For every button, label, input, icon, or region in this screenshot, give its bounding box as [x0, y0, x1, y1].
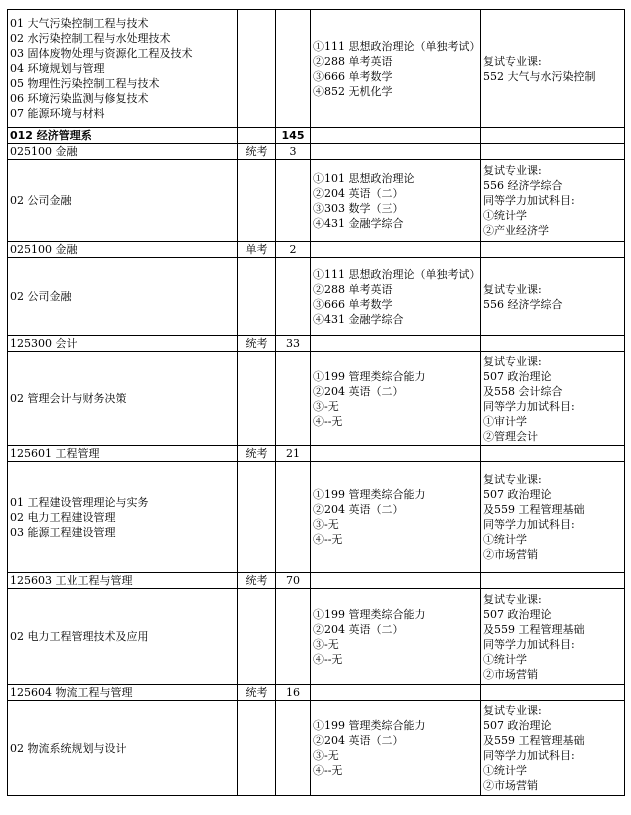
retest-line: ②产业经济学 [483, 224, 549, 237]
major-row [8, 573, 625, 589]
exam-subjects-cell [311, 336, 481, 352]
detail-row [8, 589, 625, 685]
retest-cell [481, 128, 625, 144]
research-directions-cell [8, 462, 238, 573]
retest-line: 507 政治理论 [483, 607, 552, 621]
exam-subject: ①199 管理类综合能力 [313, 719, 426, 732]
detail-row [8, 462, 625, 573]
exam-subjects-cell [311, 462, 481, 573]
major-name: 125603 工业工程与管理 [8, 573, 238, 589]
retest-line: 同等学力加试科目: [483, 749, 575, 762]
quota-cell [276, 701, 311, 796]
exam-subject: ②288 单考英语 [313, 282, 393, 296]
retest-line: 同等学力加试科目: [483, 194, 575, 207]
exam-subjects-cell [311, 160, 481, 242]
retest-line: ②市场营销 [483, 667, 538, 681]
exam-subject: ②288 单考英语 [313, 54, 393, 68]
department-name: 012 经济管理系 [8, 128, 238, 144]
exam-type: 统考 [238, 446, 276, 462]
research-direction: 05 物理性污染控制工程与技术 [10, 77, 160, 90]
research-directions-cell [8, 160, 238, 242]
department-row [8, 128, 625, 144]
exam-subjects-cell [311, 258, 481, 336]
retest-cell [481, 258, 625, 336]
retest-cell [481, 144, 625, 160]
major-name: 125601 工程管理 [8, 446, 238, 462]
retest-line: 同等学力加试科目: [483, 637, 575, 651]
research-direction: 02 电力工程建设管理 [10, 510, 116, 524]
major-quota: 3 [276, 144, 311, 160]
quota-cell [276, 160, 311, 242]
retest-line: 复试专业课: [483, 354, 542, 368]
exam-subject: ④431 金融学综合 [313, 312, 404, 326]
research-direction: 02 电力工程管理技术及应用 [10, 630, 149, 643]
major-quota: 70 [276, 573, 311, 589]
major-name: 025100 金融 [8, 144, 238, 160]
quota-cell [276, 10, 311, 128]
retest-line: 同等学力加试科目: [483, 518, 575, 531]
retest-line: 556 经济学综合 [483, 297, 563, 311]
retest-cell [481, 701, 625, 796]
retest-line: 507 政治理论 [483, 488, 552, 501]
exam-type-cell [238, 10, 276, 128]
research-direction: 03 能源工程建设管理 [10, 525, 116, 539]
exam-subject: ④--无 [313, 764, 343, 777]
retest-line: ①统计学 [483, 533, 527, 546]
exam-subject: ①111 思想政治理论（单独考试） [313, 267, 481, 281]
retest-line: 复试专业课: [483, 704, 542, 717]
exam-subject: ③303 数学（三） [313, 201, 404, 215]
exam-subject: ②204 英语（二） [313, 734, 404, 747]
detail-row [8, 10, 625, 128]
retest-cell [481, 573, 625, 589]
exam-type-cell [238, 462, 276, 573]
retest-line: ①统计学 [483, 764, 527, 777]
research-direction: 07 能源环境与材料 [10, 107, 105, 120]
retest-cell [481, 685, 625, 701]
admissions-table-body [8, 10, 625, 796]
exam-subjects-cell [311, 701, 481, 796]
exam-type-cell [238, 589, 276, 685]
exam-subject: ①101 思想政治理论 [313, 171, 415, 185]
major-name: 125300 会计 [8, 336, 238, 352]
research-direction: 02 公司金融 [10, 194, 72, 207]
exam-subject: ②204 英语（二） [313, 384, 404, 398]
exam-subject: ①111 思想政治理论（单独考试） [313, 39, 481, 53]
major-row [8, 685, 625, 701]
retest-line: 复试专业课: [483, 54, 542, 68]
exam-subjects-cell [311, 589, 481, 685]
admissions-table [7, 9, 625, 796]
major-quota: 2 [276, 242, 311, 258]
retest-line: 及559 工程管理基础 [483, 734, 585, 747]
exam-subject: ①199 管理类综合能力 [313, 369, 426, 383]
major-name: 125604 物流工程与管理 [8, 685, 238, 701]
quota-cell [276, 462, 311, 573]
retest-cell [481, 462, 625, 573]
exam-type: 统考 [238, 573, 276, 589]
detail-row [8, 160, 625, 242]
retest-cell [481, 352, 625, 446]
research-direction: 03 固体废物处理与资源化工程及技术 [10, 47, 193, 60]
retest-cell [481, 242, 625, 258]
exam-subjects-cell [311, 128, 481, 144]
retest-line: 复试专业课: [483, 473, 542, 486]
retest-line: 复试专业课: [483, 592, 542, 606]
exam-type-cell [238, 701, 276, 796]
research-direction: 02 水污染控制工程与水处理技术 [10, 32, 171, 45]
exam-type-cell [238, 160, 276, 242]
major-row [8, 242, 625, 258]
research-directions-cell [8, 10, 238, 128]
research-direction: 02 管理会计与财务决策 [10, 392, 127, 405]
exam-subject: ③666 单考数学 [313, 297, 393, 311]
exam-subject: ④--无 [313, 652, 343, 666]
exam-subject: ④--无 [313, 533, 343, 546]
exam-subject: ④852 无机化学 [313, 84, 393, 98]
detail-row [8, 701, 625, 796]
research-directions-cell [8, 701, 238, 796]
exam-subject: ④--无 [313, 414, 343, 428]
major-quota: 33 [276, 336, 311, 352]
retest-line: ②市场营销 [483, 779, 538, 792]
exam-type: 单考 [238, 242, 276, 258]
retest-cell [481, 446, 625, 462]
exam-subject: ①199 管理类综合能力 [313, 488, 426, 501]
research-directions-cell [8, 258, 238, 336]
retest-cell [481, 10, 625, 128]
exam-subjects-cell [311, 144, 481, 160]
quota-cell [276, 352, 311, 446]
research-direction: 02 公司金融 [10, 290, 72, 303]
exam-type: 统考 [238, 144, 276, 160]
department-quota: 145 [276, 128, 311, 144]
retest-line: 及558 会计综合 [483, 384, 563, 398]
exam-type: 统考 [238, 336, 276, 352]
retest-cell [481, 336, 625, 352]
exam-subject: ②204 英语（二） [313, 186, 404, 200]
retest-line: 552 大气与水污染控制 [483, 69, 596, 83]
exam-subject: ④431 金融学综合 [313, 216, 404, 230]
major-row [8, 144, 625, 160]
retest-line: 556 经济学综合 [483, 179, 563, 192]
exam-type-cell [238, 352, 276, 446]
retest-line: 复试专业课: [483, 282, 542, 296]
exam-subject: ①199 管理类综合能力 [313, 607, 426, 621]
exam-subject: ②204 英语（二） [313, 503, 404, 516]
retest-cell [481, 589, 625, 685]
exam-subject: ③-无 [313, 749, 339, 762]
exam-type: 统考 [238, 685, 276, 701]
retest-line: ①统计学 [483, 652, 527, 666]
quota-cell [276, 258, 311, 336]
exam-subjects-cell [311, 352, 481, 446]
exam-type-cell [238, 258, 276, 336]
retest-line: ②市场营销 [483, 548, 538, 561]
exam-subjects-cell [311, 10, 481, 128]
exam-subjects-cell [311, 242, 481, 258]
exam-subjects-cell [311, 685, 481, 701]
major-quota: 21 [276, 446, 311, 462]
exam-subjects-cell [311, 446, 481, 462]
research-direction: 02 物流系统规划与设计 [10, 741, 127, 755]
retest-line: ①统计学 [483, 209, 527, 222]
retest-line: 复试专业课: [483, 164, 542, 177]
research-directions-cell [8, 589, 238, 685]
exam-subjects-cell [311, 573, 481, 589]
retest-line: 507 政治理论 [483, 719, 552, 732]
retest-line: 同等学力加试科目: [483, 399, 575, 413]
exam-subject: ②204 英语（二） [313, 622, 404, 636]
exam-subject: ③666 单考数学 [313, 69, 393, 83]
major-row [8, 446, 625, 462]
exam-type-cell [238, 128, 276, 144]
major-row [8, 336, 625, 352]
research-direction: 04 环境规划与管理 [10, 62, 105, 75]
retest-line: 及559 工程管理基础 [483, 622, 585, 636]
major-name: 025100 金融 [8, 242, 238, 258]
major-quota: 16 [276, 685, 311, 701]
research-directions-cell [8, 352, 238, 446]
quota-cell [276, 589, 311, 685]
research-direction: 01 工程建设管理理论与实务 [10, 495, 149, 509]
retest-cell [481, 160, 625, 242]
detail-row [8, 258, 625, 336]
retest-line: 及559 工程管理基础 [483, 503, 585, 516]
detail-row [8, 352, 625, 446]
exam-subject: ③-无 [313, 518, 339, 531]
retest-line: ②管理会计 [483, 429, 538, 443]
retest-line: 507 政治理论 [483, 369, 552, 383]
exam-subject: ③-无 [313, 637, 339, 651]
retest-line: ①审计学 [483, 414, 527, 428]
research-direction: 06 环境污染监测与修复技术 [10, 92, 149, 105]
research-direction: 01 大气污染控制工程与技术 [10, 17, 149, 30]
exam-subject: ③-无 [313, 399, 339, 413]
